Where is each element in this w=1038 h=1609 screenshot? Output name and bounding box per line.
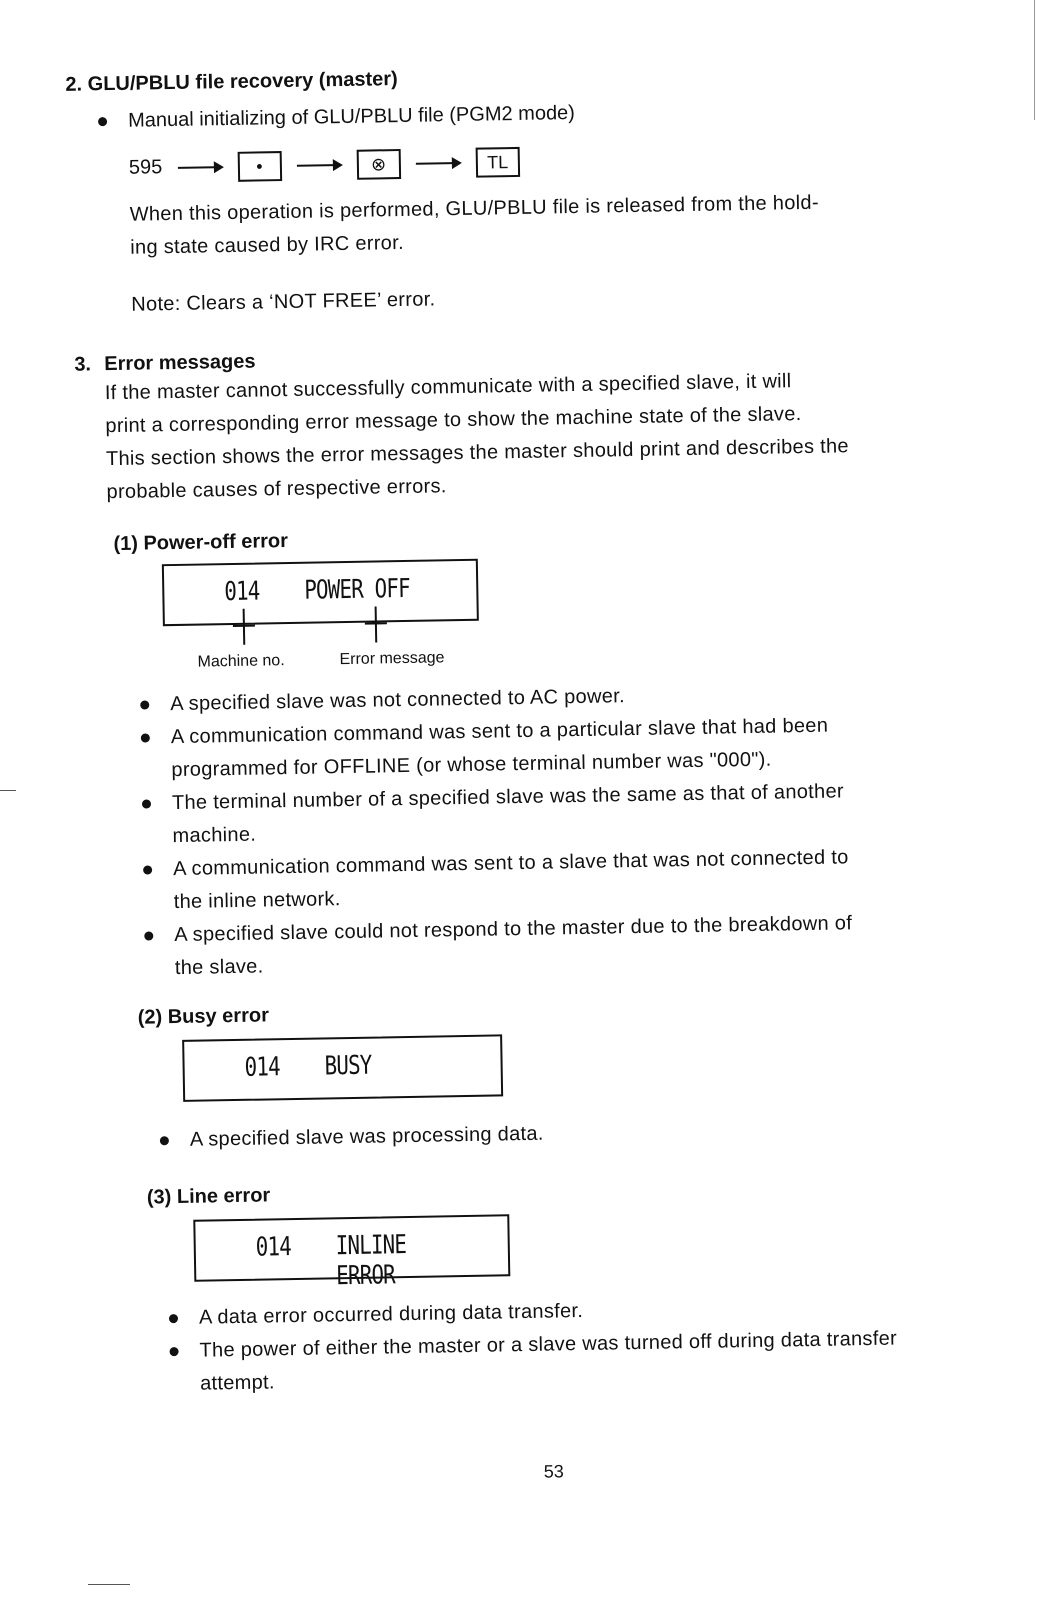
display-machine-number: 014 — [255, 1232, 292, 1263]
bullet-dot — [142, 799, 151, 808]
paragraph-line: ing state caused by IRC error. — [130, 231, 405, 259]
paragraph-line: When this operation is performed, GLU/PBLU file is released from the hold- — [129, 191, 819, 226]
power-off-display — [162, 559, 479, 627]
key-sequence — [129, 146, 520, 184]
display-error-message: BUSY — [324, 1050, 372, 1082]
paragraph-line: This section shows the error messages the master should print and describes the — [105, 435, 850, 471]
power-off-title: (1) Power-off error — [113, 530, 289, 556]
paragraph-line: print a corresponding error message to show the machine state of the slave. — [105, 403, 802, 438]
section-2-heading: 2. GLU/PBLU file recovery (master) — [65, 68, 398, 96]
cause-line: A specified slave could not respond to the master due to the breakdown of — [174, 912, 853, 947]
line-error-causes — [199, 1287, 1021, 1400]
cause-line: A data error occurred during data transfer. — [198, 1299, 584, 1329]
page-number: 53 — [543, 1461, 564, 1482]
line-error-title: (3) Line error — [146, 1184, 271, 1209]
bullet-dot — [169, 1314, 178, 1323]
paragraph-line: probable causes of respective errors. — [106, 475, 447, 504]
cause-line: A communication command was sent to a slave that was not connected to — [172, 846, 849, 881]
section-2-note: Note: Clears a ‘NOT FREE’ error. — [131, 288, 436, 316]
cause-line: A specified slave was not connected to AC power. — [170, 685, 626, 716]
bullet-dot — [169, 1347, 178, 1356]
tl-key: TL — [475, 147, 520, 178]
arrow-right-icon — [297, 164, 341, 167]
cause-line: The terminal number of a specified slave was the same as that of another — [171, 780, 845, 815]
bullet-dot — [160, 1136, 169, 1145]
bullet-dot — [98, 117, 107, 126]
machine-no-tick — [233, 625, 255, 627]
cause-item — [199, 1320, 1020, 1400]
power-off-causes — [170, 674, 995, 985]
scan-edge — [1034, 0, 1035, 120]
bullet-text: Manual initializing of GLU/PBLU file (PGM2 mode) — [127, 101, 576, 132]
cause-line: A communication command was sent to a particular slave that had been — [170, 714, 829, 749]
error-message-tick — [365, 622, 387, 624]
cause-line: The power of either the master or a slave was turned off during data transfer — [199, 1327, 898, 1362]
section-2-paragraph — [129, 187, 819, 265]
section-2-bullet — [128, 97, 575, 138]
busy-display — [182, 1034, 503, 1102]
section-3-paragraph — [105, 364, 850, 509]
arrow-right-icon — [178, 166, 222, 169]
arrow-right-icon — [416, 162, 460, 165]
display-machine-number: 014 — [244, 1052, 281, 1083]
cause-line: A specified slave was processing data. — [189, 1122, 544, 1151]
cause-item — [190, 1110, 990, 1157]
section-3-heading: Error messages — [104, 350, 256, 376]
cause-line: attempt. — [199, 1371, 275, 1395]
cause-line: machine. — [172, 823, 257, 848]
busy-causes — [190, 1110, 990, 1157]
display-error-message: POWER OFF — [304, 573, 411, 606]
scan-mark — [88, 1584, 130, 1585]
bullet-dot — [140, 700, 149, 709]
sequence-code: 595 — [128, 156, 163, 179]
cause-item — [174, 905, 995, 985]
multiply-key: ⊗ — [356, 149, 401, 180]
error-message-label: Error message — [339, 649, 445, 669]
display-error-message: INLINE ERROR — [335, 1230, 407, 1292]
cause-line: the slave. — [174, 955, 264, 980]
section-3-heading-number: 3. — [74, 353, 92, 376]
paragraph-line: If the master cannot successfully communicate with a specified slave, it will — [104, 370, 792, 405]
decimal-point-key: • — [237, 151, 282, 182]
machine-no-label: Machine no. — [197, 652, 285, 671]
display-machine-number: 014 — [224, 576, 260, 608]
cause-line: the inline network. — [173, 888, 341, 914]
bullet-dot — [144, 931, 153, 940]
busy-title: (2) Busy error — [137, 1004, 270, 1029]
cause-line: programmed for OFFLINE (or whose terminal number was "000"). — [171, 748, 772, 782]
bullet-dot — [143, 865, 152, 874]
bullet-dot — [141, 733, 150, 742]
scan-mark — [0, 790, 16, 791]
line-error-display — [193, 1214, 510, 1292]
